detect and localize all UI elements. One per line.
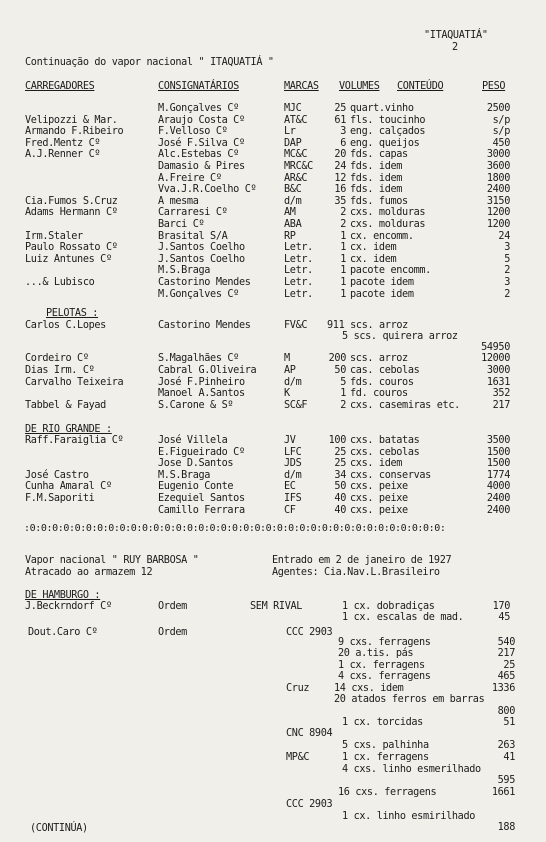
row-consignatario: Vva.J.R.Coelho Cº (158, 184, 257, 196)
cruz-volume-2: 20 atados ferros em barras (334, 694, 485, 705)
row-peso: 24 (498, 230, 510, 242)
row2-quantidade: 5 (340, 376, 346, 388)
pelotas-marca: FV&C (284, 320, 308, 331)
rg-row-quantidade: 34 (334, 469, 346, 481)
row-peso: 1800 (486, 172, 510, 184)
dout-carregador: Dout.Caro Cº (28, 627, 98, 638)
linho-peso: 188 (497, 822, 515, 833)
row-marca: Letr. (284, 265, 313, 277)
row2-descricao: fd. couros (350, 388, 408, 400)
rg-row-peso: 1500 (486, 458, 510, 470)
mp-volume-2: 4 cxs. linho esmerilhado (342, 764, 481, 775)
second-ship-arrival: Entrado em 2 de janeiro de 1927 (272, 555, 452, 566)
second-ship-agents: Agentes: Cia.Nav.L.Brasileiro (272, 567, 440, 578)
mp-total: 595 (497, 775, 515, 786)
row-peso: s/p (492, 126, 510, 138)
hamburgo-consignatario-1: Ordem (158, 601, 187, 612)
ferragens-volume: 4 cxs. ferragens (338, 671, 431, 683)
rg-row-peso: 2400 (486, 504, 510, 516)
rg-row-consignatario: Ezequiel Santos (158, 493, 245, 504)
pelotas-total: 54950 (481, 342, 510, 353)
row2-marca: K (284, 388, 290, 400)
row-descricao: fds. idem (350, 172, 403, 184)
mp-volume-1: 1 cx. ferragens (342, 752, 429, 763)
rg-row-quantidade: 50 (334, 481, 346, 493)
row-consignatario: M.Gonçalves Cº (158, 103, 239, 114)
row-carregador: ...& Lubisco (25, 277, 95, 288)
row-descricao: pacote encomm. (350, 265, 431, 277)
row-consignatario: A mesma (158, 195, 199, 207)
pelotas-carregador: Carlos C.Lopes (25, 320, 106, 331)
row-carregador: Velipozzi & Mar. (25, 114, 118, 126)
row-marca: AM (284, 207, 296, 219)
col-carregadores: CARREGADORES (25, 81, 95, 92)
row2-carregador: Dias Irm. Cº (25, 364, 95, 376)
row-peso: 3600 (486, 161, 510, 172)
cnc-mark: CNC 8904 (286, 728, 333, 739)
row2-quantidade: 2 (340, 400, 346, 412)
col-peso: PESO (482, 81, 506, 92)
second-ship-warehouse: Atracado ao armazem 12 (25, 567, 153, 578)
palhinha-volume: 5 cxs. palhinha (342, 740, 429, 751)
rg-row-quantidade: 25 (334, 458, 346, 470)
ferragens-volume: 20 a.tis. pás (338, 648, 414, 660)
ferragens-16-peso: 1661 (491, 787, 515, 798)
row2-peso: 217 (492, 400, 510, 412)
row-marca: ABA (284, 219, 302, 230)
rg-row-descricao: cxs. peixe (350, 504, 408, 516)
cruz-peso-1: 1336 (491, 683, 515, 694)
rg-row-consignatario: E.Figueirado Cº (158, 446, 245, 458)
row-consignatario: A.Freire Cº (158, 172, 222, 184)
row-peso: 1200 (486, 219, 510, 230)
row-consignatario: Brasital S/A (158, 230, 228, 242)
rg-row-descricao: cxs. cebolas (350, 446, 420, 458)
row-descricao: fds. capas (350, 149, 408, 161)
row-descricao: fds. idem (350, 161, 403, 172)
rg-row-marca: d/m (284, 469, 302, 481)
rg-row-peso: 4000 (486, 481, 510, 493)
mp-peso-1: 41 (503, 752, 515, 763)
row-peso: 2500 (486, 103, 510, 114)
rg-row-marca: IFS (284, 493, 302, 504)
rg-row-marca: JDS (284, 458, 302, 470)
row-descricao: cxs. molduras (350, 219, 426, 230)
ccc-mark-2: CCC 2903 (286, 799, 333, 810)
row-consignatario: Barci Cº (158, 219, 205, 230)
rg-row-marca: JV (284, 435, 296, 446)
row-consignatario: M.S.Braga (158, 265, 211, 277)
row-quantidade: 12 (334, 172, 346, 184)
row2-consignatario: José F.Pinheiro (158, 376, 245, 388)
row2-peso: 352 (492, 388, 510, 400)
hamburgo-volume-2: 1 cx. escalas de mad. (342, 612, 464, 623)
row2-descricao: cxs. casemiras etc. (350, 400, 460, 412)
row-consignatario: Alc.Estebas Cº (158, 149, 239, 161)
rg-row-descricao: cxs. batatas (350, 435, 420, 446)
rg-row-carregador: José Castro (25, 469, 89, 481)
row2-peso: 12000 (481, 353, 510, 364)
row-descricao: fds. fumos (350, 195, 408, 207)
row-quantidade: 2 (340, 219, 346, 230)
row2-descricao: fds. couros (350, 376, 414, 388)
row-quantidade: 16 (334, 184, 346, 196)
row-quantidade: 3 (340, 126, 346, 138)
row-consignatario: M.Gonçalves Cº (158, 288, 239, 300)
ferragens-volume: 1 cx. ferragens (338, 659, 425, 671)
hamburgo-marca-1: SEM RIVAL (250, 601, 303, 612)
col-marcas: MARCAS (284, 81, 319, 92)
row-descricao: cx. idem (350, 242, 397, 254)
row-peso: 450 (492, 137, 510, 149)
rg-row-carregador: Cunha Amaral Cº (25, 481, 112, 493)
row-descricao: cxs. molduras (350, 207, 426, 219)
row-quantidade: 1 (340, 253, 346, 265)
row-peso: 3 (504, 277, 510, 288)
row-quantidade: 20 (334, 149, 346, 161)
ship-header: "ITAQUATIÁ" (424, 30, 488, 41)
rg-row-consignatario: M.S.Braga (158, 469, 211, 481)
row-quantidade: 1 (340, 242, 346, 254)
row-marca: Letr. (284, 288, 313, 300)
rg-row-carregador: Raff.Faraiglia Cº (25, 435, 124, 446)
rg-row-marca: EC (284, 481, 296, 493)
ferragens-peso: 465 (497, 671, 515, 683)
row2-consignatario: Cabral G.Oliveira (158, 364, 257, 376)
row-quantidade: 24 (334, 161, 346, 172)
row-peso: 5 (504, 253, 510, 265)
rg-row-quantidade: 40 (334, 493, 346, 504)
row-carregador: Luiz Antunes Cº (25, 253, 112, 265)
row-consignatario: Carraresi Cº (158, 207, 228, 219)
row-descricao: eng. calçados (350, 126, 426, 138)
row2-peso: 3000 (486, 364, 510, 376)
row-descricao: fds. idem (350, 184, 403, 196)
row2-quantidade: 1 (340, 388, 346, 400)
row-peso: 2 (504, 288, 510, 300)
row2-marca: d/m (284, 376, 302, 388)
row-quantidade: 1 (340, 230, 346, 242)
ferragens-peso: 217 (497, 648, 515, 660)
rg-row-descricao: cxs. peixe (350, 493, 408, 504)
row-consignatario: Araujo Costa Cº (158, 114, 245, 126)
row-consignatario: F.Velloso Cº (158, 126, 228, 138)
row-marca: MJC (284, 103, 302, 114)
row2-consignatario: Manoel A.Santos (158, 388, 245, 400)
hamburgo-carregador-1: J.Beckrndorf Cº (25, 601, 112, 612)
rg-row-marca: CF (284, 504, 296, 516)
mp-mark: MP&C (286, 752, 310, 763)
row2-consignatario: S.Carone & Sº (158, 400, 234, 412)
row-quantidade: 1 (340, 277, 346, 288)
rg-row-descricao: cxs. conservas (350, 469, 431, 481)
row2-quantidade: 200 (328, 353, 346, 364)
palhinha-peso: 263 (497, 740, 515, 751)
ccc-mark-1: CCC 2903 (286, 627, 333, 638)
row-quantidade: 1 (340, 288, 346, 300)
row-descricao: eng. queijos (350, 137, 420, 149)
row-descricao: fls. toucinho (350, 114, 426, 126)
hamburgo-volume-1: 1 cx. dobradiças (342, 601, 435, 612)
row-marca: B&C (284, 184, 302, 196)
cruz-volume-1: 14 cxs. idem (334, 683, 404, 694)
row2-peso: 1631 (486, 376, 510, 388)
rg-row-consignatario: José Villela (158, 435, 228, 446)
row-quantidade: 1 (340, 265, 346, 277)
rg-row-quantidade: 100 (328, 435, 346, 446)
row-peso: s/p (492, 114, 510, 126)
cruz-mark: Cruz (286, 683, 310, 694)
rg-row-peso: 1500 (486, 446, 510, 458)
hamburgo-peso-2: 45 (498, 612, 510, 623)
row-marca: AT&C (284, 114, 308, 126)
row-carregador: Cia.Fumos S.Cruz (25, 195, 118, 207)
torcidas-volume: 1 cx. torcidas (342, 717, 423, 728)
row-peso: 2400 (486, 184, 510, 196)
row-descricao: cx. idem (350, 253, 397, 265)
row2-carregador: Tabbel & Fayad (25, 400, 106, 412)
row2-marca: SC&F (284, 400, 308, 412)
row-peso: 3 (504, 242, 510, 254)
row-descricao: cx. encomm. (350, 230, 414, 242)
rg-row-descricao: cxs. idem (350, 458, 403, 470)
row-marca: Letr. (284, 242, 313, 254)
rg-row-marca: LFC (284, 446, 302, 458)
row-carregador: Paulo Rossato Cº (25, 242, 118, 254)
rg-row-peso: 3500 (486, 435, 510, 446)
ferragens-volume: 9 cxs. ferragens (338, 637, 431, 648)
rio-grande-heading: DE RIO GRANDE : (25, 424, 112, 435)
row-consignatario: José F.Silva Cº (158, 137, 245, 149)
row-marca: MRC&C (284, 161, 313, 172)
row-marca: Letr. (284, 277, 313, 288)
row-carregador: Irm.Staler (25, 230, 83, 242)
row2-carregador: Cordeiro Cº (25, 353, 89, 364)
row-descricao: quart.vinho (350, 103, 414, 114)
linho-volume: 1 cx. linho esmirilhado (342, 811, 476, 822)
row2-descricao: cas. cebolas (350, 364, 420, 376)
ferragens-peso: 25 (503, 659, 515, 671)
row-marca: AR&C (284, 172, 308, 184)
row2-descricao: scs. arroz (350, 353, 408, 364)
row-consignatario: J.Santos Coelho (158, 242, 245, 254)
row-carregador: Fred.Mentz Cº (25, 137, 101, 149)
document-title: Continuação do vapor nacional " ITAQUATIÁ " (25, 57, 274, 68)
cruz-total: 800 (497, 706, 515, 717)
rg-row-consignatario: Jose D.Santos (158, 458, 234, 470)
row-descricao: pacote idem (350, 288, 414, 300)
second-ship-name: Vapor nacional " RUY BARBOSA " (25, 555, 199, 566)
rg-row-peso: 2400 (486, 493, 510, 504)
pelotas-volume-1: 911 scs. arroz (327, 320, 408, 331)
dout-consignatario: Ordem (158, 627, 187, 638)
row-consignatario: J.Santos Coelho (158, 253, 245, 265)
row-peso: 1200 (486, 207, 510, 219)
row2-consignatario: S.Magalhães Cº (158, 353, 239, 364)
continua-footer: (CONTINÚA) (30, 823, 88, 834)
ferragens-16-volume: 16 cxs. ferragens (338, 787, 437, 798)
page-number: 2 (452, 42, 458, 53)
separator-line: :0:0:0:0:0:0:0:0:0:0:0:0:0:0:0:0:0:0:0:0:0:0:0:0:0:0:0:0:0:0:0:0:0:0:0:0:0: (24, 523, 446, 534)
hamburgo-peso-1: 170 (492, 601, 510, 612)
col-consignatarios: CONSIGNATÁRIOS (158, 81, 239, 92)
col-conteudo: CONTEÚDO (397, 81, 444, 92)
row-quantidade: 2 (340, 207, 346, 219)
pelotas-heading: PELOTAS : (46, 308, 99, 319)
row-peso: 3150 (486, 195, 510, 207)
row2-quantidade: 50 (334, 364, 346, 376)
row-carregador: Armando F.Ribeiro (25, 126, 124, 138)
row-quantidade: 25 (334, 103, 346, 114)
ferragens-peso: 540 (497, 637, 515, 648)
rg-row-descricao: cxs. peixe (350, 481, 408, 493)
rg-row-quantidade: 40 (334, 504, 346, 516)
row-consignatario: Damasio & Pires (158, 161, 245, 172)
row-quantidade: 35 (334, 195, 346, 207)
torcidas-peso: 51 (503, 717, 515, 728)
col-volumes: VOLUMES (339, 81, 380, 92)
rg-row-consignatario: Eugenio Conte (158, 481, 234, 493)
row-marca: Lr (284, 126, 296, 138)
row2-marca: AP (284, 364, 296, 376)
hamburgo-heading: DE HAMBURGO : (25, 590, 101, 601)
rg-row-peso: 1774 (486, 469, 510, 481)
row-carregador: Adams Hermann Cº (25, 207, 118, 219)
row-marca: Letr. (284, 253, 313, 265)
row-peso: 2 (504, 265, 510, 277)
row-carregador: A.J.Renner Cº (25, 149, 101, 161)
row-marca: d/m (284, 195, 302, 207)
row2-carregador: Carvalho Teixeira (25, 376, 124, 388)
row-marca: RP (284, 230, 296, 242)
row-peso: 3000 (486, 149, 510, 161)
rg-row-quantidade: 25 (334, 446, 346, 458)
row-marca: MC&C (284, 149, 308, 161)
row2-marca: M (284, 353, 290, 364)
row-quantidade: 6 (340, 137, 346, 149)
pelotas-volume-2: 5 scs. quirera arroz (342, 331, 458, 342)
row-marca: DAP (284, 137, 302, 149)
row-descricao: pacote idem (350, 277, 414, 288)
row-consignatario: Castorino Mendes (158, 277, 251, 288)
row-quantidade: 61 (334, 114, 346, 126)
rg-row-carregador: F.M.Saporiti (25, 493, 95, 504)
rg-row-consignatario: Camillo Ferrara (158, 504, 245, 516)
pelotas-consignatario: Castorino Mendes (158, 320, 251, 331)
